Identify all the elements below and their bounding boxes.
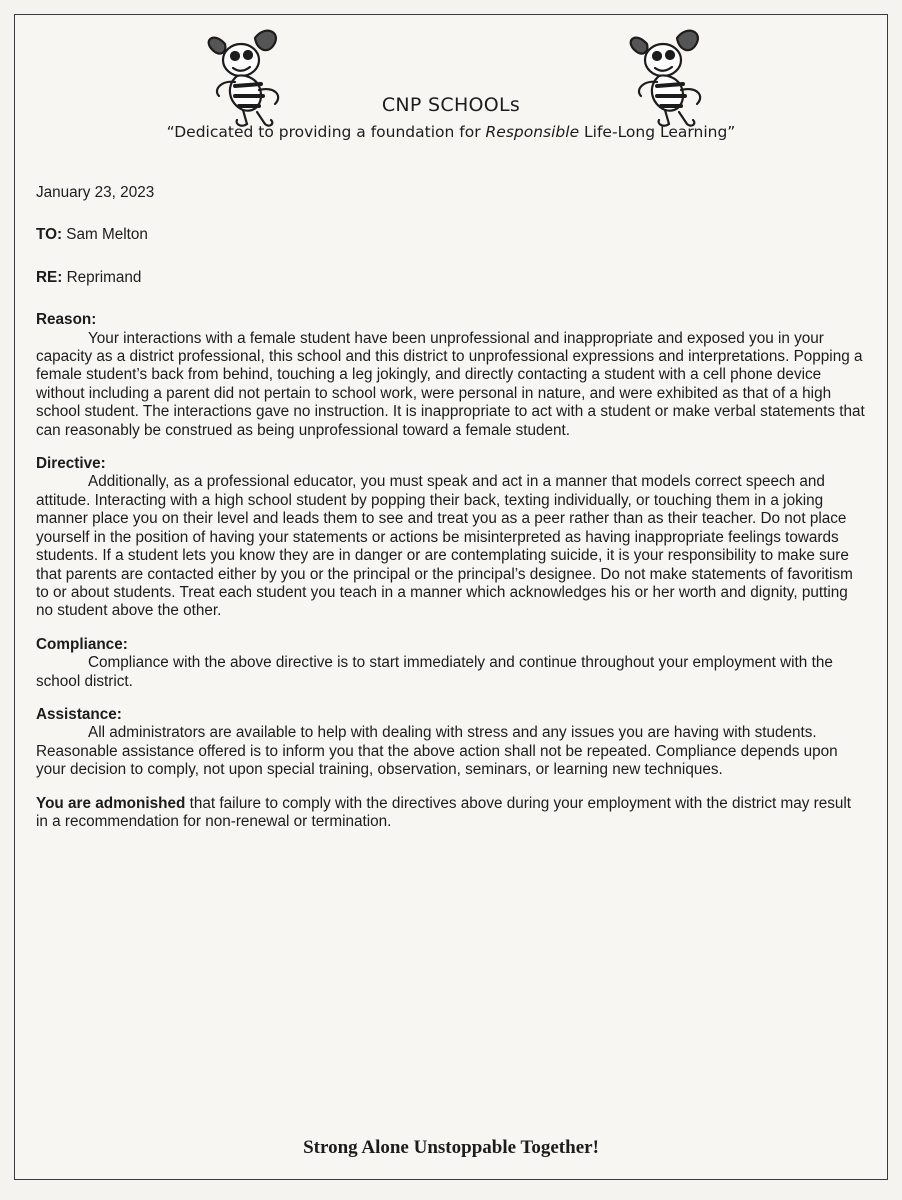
section-compliance — [36, 636, 866, 691]
section-heading: Reason: — [36, 311, 97, 329]
letter-body — [36, 184, 866, 846]
letter-date: January 23, 2023 — [36, 184, 155, 201]
section-text: All administrators are available to help with dealing with stress and any issues you are having with students. Reasonable assistance offered is to inform you that the above action shall not be repeated. Compliance depends upon your decision to comply, not upon special training, observation, seminars, or learning new techniques. — [36, 724, 838, 779]
section-text: Additionally, as a professional educator, you must speak and act in a manner that models correct speech and attitude. Interacting with a high school student by popping their back, texting individually, or touching them in a joking manner place you on their level and leads them to see and treat you as a peer rather than as their teacher. Do not place yourself in the position of having your statements or actions be misinterpreted as having inappropriate feelings towards students. If a student lets you know they are in danger or are contemplating suicide, it is your responsibility to make sure that parents are contacted either by you or the principal or the principal’s designee. Do not make statements of favoritism to or about students. Treat each student you teach in a manner which acknowledges his or her worth and dignity, putting no student above the other. — [36, 473, 853, 620]
section-assistance — [36, 706, 866, 780]
letterhead — [0, 0, 902, 170]
school-motto — [0, 123, 902, 141]
admonish-lead: You are admonished — [36, 794, 186, 812]
recipient-name: Sam Melton — [62, 226, 148, 244]
motto-emphasis: Responsible — [485, 123, 580, 141]
section-heading: Assistance: — [36, 705, 122, 723]
section-reason — [36, 311, 866, 440]
footer-slogan: Strong Alone Unstoppable Together! — [303, 1137, 599, 1158]
motto-end: Life-Long Learning” — [579, 123, 736, 141]
hornet-mascot-icon — [617, 24, 727, 134]
re-label: RE: — [36, 268, 63, 286]
section-heading: Directive: — [36, 455, 106, 473]
section-text: Compliance with the above directive is to start immediately and continue throughout your employment with the school district. — [36, 654, 833, 690]
subject-line — [36, 269, 866, 287]
admonishment — [36, 795, 866, 832]
school-name: CNP SCHOOLs — [381, 94, 521, 116]
recipient-line — [36, 226, 866, 244]
section-heading: Compliance: — [36, 635, 128, 653]
hornet-mascot-icon — [195, 24, 305, 134]
to-label: TO: — [36, 226, 63, 244]
admonish-text: that failure to comply with the directives above during your employment with the district may result in a recommendation for non-renewal or termination. — [36, 794, 852, 830]
section-text: Your interactions with a female student have been unprofessional and inappropriate and exposed you in your capacity as a district professional, this school and this district to unprofessional expressions and interpretations. Popping a female student’s back from behind, touching a leg jokingly, and directly contacting a student with a cell phone device without including a parent did not pertain to school work, were personal in nature, and were exhibited as that of a high school student. The interactions gave no instruction. It is inappropriate to act with a student or make verbal statements that can reasonably be construed as being unprofessional toward a female student. — [36, 329, 865, 439]
subject-value: Reprimand — [62, 268, 142, 286]
motto-start: “Dedicated to providing a foundation for — [166, 123, 486, 141]
section-directive — [36, 455, 866, 621]
